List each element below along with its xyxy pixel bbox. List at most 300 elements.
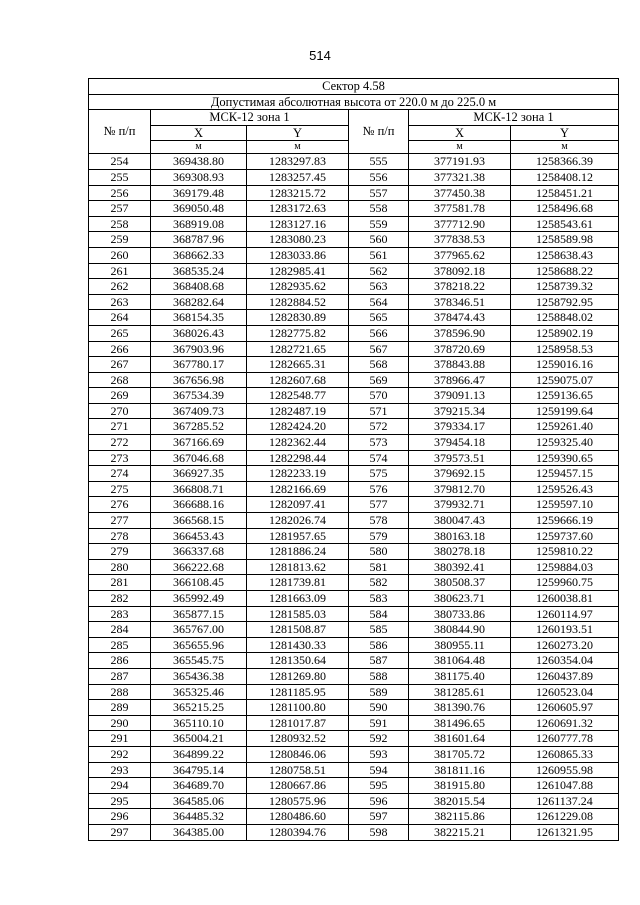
table-row	[89, 247, 619, 263]
point-number-right: 558	[349, 201, 409, 217]
y-value-left: 1282424.20	[247, 419, 349, 435]
y-value-right: 1258366.39	[511, 154, 619, 170]
point-number-right: 560	[349, 232, 409, 248]
x-value-right: 381915.80	[409, 778, 511, 794]
x-value-left: 366568.15	[151, 513, 247, 529]
y-value-left: 1282884.52	[247, 294, 349, 310]
x-value-left: 366108.45	[151, 575, 247, 591]
x-value-left: 365436.38	[151, 668, 247, 684]
point-number-left: 284	[89, 622, 151, 638]
y-value-left: 1280486.60	[247, 809, 349, 825]
point-number-left: 282	[89, 591, 151, 607]
point-number-left: 259	[89, 232, 151, 248]
point-number-right: 576	[349, 481, 409, 497]
point-number-left: 290	[89, 715, 151, 731]
table-row	[89, 606, 619, 622]
unit-y-right: м	[511, 141, 619, 154]
point-number-right: 557	[349, 185, 409, 201]
point-number-left: 293	[89, 762, 151, 778]
x-value-right: 380163.18	[409, 528, 511, 544]
point-number-left: 270	[89, 403, 151, 419]
y-value-left: 1282985.41	[247, 263, 349, 279]
y-value-right: 1260777.78	[511, 731, 619, 747]
x-value-left: 365545.75	[151, 653, 247, 669]
point-number-left: 271	[89, 419, 151, 435]
x-value-right: 378474.43	[409, 310, 511, 326]
x-value-right: 379573.51	[409, 450, 511, 466]
y-value-right: 1259261.40	[511, 419, 619, 435]
y-value-right: 1259325.40	[511, 435, 619, 451]
point-number-right: 581	[349, 559, 409, 575]
point-number-left: 268	[89, 372, 151, 388]
point-number-left: 277	[89, 513, 151, 529]
x-value-left: 364385.00	[151, 824, 247, 840]
x-value-left: 365004.21	[151, 731, 247, 747]
point-number-right: 556	[349, 169, 409, 185]
y-value-left: 1282166.69	[247, 481, 349, 497]
y-value-right: 1259810.22	[511, 544, 619, 560]
y-value-left: 1282298.44	[247, 450, 349, 466]
point-number-left: 260	[89, 247, 151, 263]
y-value-right: 1260114.97	[511, 606, 619, 622]
point-number-right: 566	[349, 325, 409, 341]
point-number-left: 266	[89, 341, 151, 357]
table-row	[89, 263, 619, 279]
point-number-left: 261	[89, 263, 151, 279]
y-value-left: 1283127.16	[247, 216, 349, 232]
y-value-left: 1283172.63	[247, 201, 349, 217]
y-value-right: 1259526.43	[511, 481, 619, 497]
y-value-right: 1260955.98	[511, 762, 619, 778]
y-value-left: 1282026.74	[247, 513, 349, 529]
y-value-right: 1258848.02	[511, 310, 619, 326]
x-value-left: 367409.73	[151, 403, 247, 419]
x-value-left: 368154.35	[151, 310, 247, 326]
point-number-right: 565	[349, 310, 409, 326]
point-number-left: 255	[89, 169, 151, 185]
y-value-right: 1258739.32	[511, 279, 619, 295]
x-value-left: 366337.68	[151, 544, 247, 560]
x-value-left: 364485.32	[151, 809, 247, 825]
point-number-left: 258	[89, 216, 151, 232]
y-value-left: 1280394.76	[247, 824, 349, 840]
table-row	[89, 201, 619, 217]
table-row	[89, 185, 619, 201]
point-number-right: 580	[349, 544, 409, 560]
point-number-left: 289	[89, 700, 151, 716]
y-value-left: 1281813.62	[247, 559, 349, 575]
table-row	[89, 715, 619, 731]
y-value-right: 1260273.20	[511, 637, 619, 653]
y-value-left: 1281886.24	[247, 544, 349, 560]
y-value-right: 1259666.19	[511, 513, 619, 529]
x-value-right: 381705.72	[409, 746, 511, 762]
y-value-right: 1260523.04	[511, 684, 619, 700]
y-value-left: 1282233.19	[247, 466, 349, 482]
x-value-right: 377712.90	[409, 216, 511, 232]
point-number-right: 572	[349, 419, 409, 435]
x-value-right: 380047.43	[409, 513, 511, 529]
x-value-left: 368408.68	[151, 279, 247, 295]
table-row	[89, 372, 619, 388]
y-header-right: Y	[511, 125, 619, 141]
x-value-left: 366688.16	[151, 497, 247, 513]
x-value-right: 381064.48	[409, 653, 511, 669]
table-row	[89, 357, 619, 373]
point-number-right: 594	[349, 762, 409, 778]
x-value-right: 377321.38	[409, 169, 511, 185]
point-number-right: 563	[349, 279, 409, 295]
table-row	[89, 216, 619, 232]
point-number-left: 267	[89, 357, 151, 373]
point-number-right: 577	[349, 497, 409, 513]
x-value-right: 377450.38	[409, 185, 511, 201]
y-value-right: 1261321.95	[511, 824, 619, 840]
unit-x-left: м	[151, 141, 247, 154]
point-number-left: 285	[89, 637, 151, 653]
y-value-left: 1283297.83	[247, 154, 349, 170]
x-value-right: 381601.64	[409, 731, 511, 747]
table-row	[89, 513, 619, 529]
y-value-left: 1282487.19	[247, 403, 349, 419]
y-value-right: 1259136.65	[511, 388, 619, 404]
x-value-left: 368787.96	[151, 232, 247, 248]
point-number-right: 593	[349, 746, 409, 762]
point-number-right: 595	[349, 778, 409, 794]
x-value-right: 381811.16	[409, 762, 511, 778]
point-number-left: 278	[89, 528, 151, 544]
x-value-left: 368026.43	[151, 325, 247, 341]
table-row	[89, 294, 619, 310]
x-value-right: 382115.86	[409, 809, 511, 825]
point-number-left: 297	[89, 824, 151, 840]
point-number-right: 583	[349, 591, 409, 607]
table-row	[89, 279, 619, 295]
x-value-left: 365110.10	[151, 715, 247, 731]
x-value-left: 365992.49	[151, 591, 247, 607]
y-value-left: 1280575.96	[247, 793, 349, 809]
y-value-left: 1281269.80	[247, 668, 349, 684]
point-number-right: 559	[349, 216, 409, 232]
y-value-left: 1282721.65	[247, 341, 349, 357]
x-value-right: 379334.17	[409, 419, 511, 435]
y-value-right: 1258902.19	[511, 325, 619, 341]
x-value-right: 378092.18	[409, 263, 511, 279]
coordinates-table	[88, 78, 619, 841]
point-number-left: 256	[89, 185, 151, 201]
table-row	[89, 481, 619, 497]
table-body	[89, 154, 619, 840]
x-value-right: 379692.15	[409, 466, 511, 482]
x-value-left: 368919.08	[151, 216, 247, 232]
y-value-left: 1281739.81	[247, 575, 349, 591]
point-number-left: 254	[89, 154, 151, 170]
y-value-right: 1259390.65	[511, 450, 619, 466]
table-row	[89, 653, 619, 669]
x-value-left: 367534.39	[151, 388, 247, 404]
y-value-left: 1281957.65	[247, 528, 349, 544]
x-value-right: 380623.71	[409, 591, 511, 607]
y-value-right: 1260605.97	[511, 700, 619, 716]
y-value-right: 1258589.98	[511, 232, 619, 248]
table-row	[89, 497, 619, 513]
y-value-left: 1280667.86	[247, 778, 349, 794]
x-value-right: 378218.22	[409, 279, 511, 295]
x-header-left: X	[151, 125, 247, 141]
x-value-right: 380733.86	[409, 606, 511, 622]
point-number-right: 575	[349, 466, 409, 482]
y-value-right: 1258451.21	[511, 185, 619, 201]
table-row	[89, 169, 619, 185]
point-number-left: 296	[89, 809, 151, 825]
point-number-left: 257	[89, 201, 151, 217]
y-value-right: 1260193.51	[511, 622, 619, 638]
x-value-left: 367903.96	[151, 341, 247, 357]
point-number-right: 589	[349, 684, 409, 700]
x-value-right: 381496.65	[409, 715, 511, 731]
table-row	[89, 154, 619, 170]
y-value-right: 1260865.33	[511, 746, 619, 762]
x-value-left: 364795.14	[151, 762, 247, 778]
y-header-left: Y	[247, 125, 349, 141]
point-number-right: 568	[349, 357, 409, 373]
y-value-right: 1260038.81	[511, 591, 619, 607]
point-number-right: 562	[349, 263, 409, 279]
point-number-right: 579	[349, 528, 409, 544]
table-row	[89, 419, 619, 435]
point-number-right: 592	[349, 731, 409, 747]
y-value-right: 1259199.64	[511, 403, 619, 419]
x-value-right: 379932.71	[409, 497, 511, 513]
point-number-left: 291	[89, 731, 151, 747]
table-row	[89, 466, 619, 482]
x-value-left: 364899.22	[151, 746, 247, 762]
y-value-right: 1258638.43	[511, 247, 619, 263]
y-value-left: 1280846.06	[247, 746, 349, 762]
x-value-right: 377965.62	[409, 247, 511, 263]
point-number-right: 574	[349, 450, 409, 466]
table-row	[89, 824, 619, 840]
x-value-left: 366222.68	[151, 559, 247, 575]
x-value-right: 380955.11	[409, 637, 511, 653]
y-value-right: 1258792.95	[511, 294, 619, 310]
y-value-right: 1258408.12	[511, 169, 619, 185]
x-value-left: 364585.06	[151, 793, 247, 809]
point-number-left: 280	[89, 559, 151, 575]
point-number-right: 569	[349, 372, 409, 388]
x-value-right: 380392.41	[409, 559, 511, 575]
point-number-right: 571	[349, 403, 409, 419]
table-row	[89, 746, 619, 762]
y-value-left: 1282935.62	[247, 279, 349, 295]
point-number-right: 564	[349, 294, 409, 310]
y-value-right: 1259075.07	[511, 372, 619, 388]
x-value-left: 369308.93	[151, 169, 247, 185]
table-row	[89, 668, 619, 684]
x-value-left: 365877.15	[151, 606, 247, 622]
point-number-left: 294	[89, 778, 151, 794]
table-row	[89, 325, 619, 341]
point-number-right: 597	[349, 809, 409, 825]
point-number-right: 588	[349, 668, 409, 684]
point-number-right: 578	[349, 513, 409, 529]
point-number-right: 584	[349, 606, 409, 622]
x-value-left: 367285.52	[151, 419, 247, 435]
height-range-title: Допустимая абсолютная высота от 220.0 м до 225.0 м	[89, 94, 619, 110]
table-row	[89, 575, 619, 591]
y-value-right: 1259960.75	[511, 575, 619, 591]
x-value-right: 382215.21	[409, 824, 511, 840]
table-row	[89, 637, 619, 653]
x-value-left: 366453.43	[151, 528, 247, 544]
point-number-right: 570	[349, 388, 409, 404]
x-value-right: 380844.90	[409, 622, 511, 638]
y-value-left: 1283033.86	[247, 247, 349, 263]
x-value-left: 364689.70	[151, 778, 247, 794]
point-number-left: 269	[89, 388, 151, 404]
table-row	[89, 435, 619, 451]
x-value-left: 367656.98	[151, 372, 247, 388]
x-value-right: 381285.61	[409, 684, 511, 700]
point-number-left: 263	[89, 294, 151, 310]
y-value-left: 1281508.87	[247, 622, 349, 638]
y-value-left: 1281185.95	[247, 684, 349, 700]
point-number-right: 555	[349, 154, 409, 170]
x-value-right: 381390.76	[409, 700, 511, 716]
y-value-left: 1280758.51	[247, 762, 349, 778]
x-value-right: 380278.18	[409, 544, 511, 560]
y-value-right: 1259457.15	[511, 466, 619, 482]
x-value-left: 366927.35	[151, 466, 247, 482]
table-row	[89, 310, 619, 326]
table-row	[89, 700, 619, 716]
y-value-left: 1283257.45	[247, 169, 349, 185]
number-header-left: № п/п	[89, 110, 151, 154]
x-value-right: 377838.53	[409, 232, 511, 248]
zone-header-right: МСК-12 зона 1	[409, 110, 619, 126]
x-value-right: 379215.34	[409, 403, 511, 419]
point-number-right: 585	[349, 622, 409, 638]
x-value-right: 382015.54	[409, 793, 511, 809]
point-number-left: 288	[89, 684, 151, 700]
table-row	[89, 793, 619, 809]
point-number-left: 295	[89, 793, 151, 809]
table-row	[89, 232, 619, 248]
x-value-left: 367780.17	[151, 357, 247, 373]
sector-title: Сектор 4.58	[89, 79, 619, 95]
x-value-right: 378720.69	[409, 341, 511, 357]
point-number-left: 283	[89, 606, 151, 622]
table-row	[89, 388, 619, 404]
table-row	[89, 778, 619, 794]
x-value-right: 377581.78	[409, 201, 511, 217]
y-value-left: 1281350.64	[247, 653, 349, 669]
unit-x-right: м	[409, 141, 511, 154]
point-number-right: 573	[349, 435, 409, 451]
table-row	[89, 809, 619, 825]
y-value-left: 1282362.44	[247, 435, 349, 451]
point-number-right: 567	[349, 341, 409, 357]
point-number-left: 275	[89, 481, 151, 497]
x-value-right: 379812.70	[409, 481, 511, 497]
point-number-right: 598	[349, 824, 409, 840]
y-value-left: 1282097.41	[247, 497, 349, 513]
y-value-right: 1261047.88	[511, 778, 619, 794]
table-row	[89, 559, 619, 575]
x-value-left: 368535.24	[151, 263, 247, 279]
x-value-left: 368282.64	[151, 294, 247, 310]
y-value-left: 1281430.33	[247, 637, 349, 653]
x-value-left: 366808.71	[151, 481, 247, 497]
point-number-right: 582	[349, 575, 409, 591]
y-value-right: 1258958.53	[511, 341, 619, 357]
point-number-right: 596	[349, 793, 409, 809]
point-number-left: 287	[89, 668, 151, 684]
table-row	[89, 341, 619, 357]
x-value-left: 369438.80	[151, 154, 247, 170]
point-number-left: 265	[89, 325, 151, 341]
y-value-right: 1258688.22	[511, 263, 619, 279]
page-number: 514	[309, 48, 331, 63]
y-value-right: 1259597.10	[511, 497, 619, 513]
point-number-left: 276	[89, 497, 151, 513]
x-value-right: 377191.93	[409, 154, 511, 170]
x-value-left: 365655.96	[151, 637, 247, 653]
number-header-right: № п/п	[349, 110, 409, 154]
y-value-left: 1281100.80	[247, 700, 349, 716]
table-row	[89, 622, 619, 638]
x-value-left: 365325.46	[151, 684, 247, 700]
table-row	[89, 684, 619, 700]
point-number-left: 272	[89, 435, 151, 451]
x-value-left: 369179.48	[151, 185, 247, 201]
x-value-right: 378966.47	[409, 372, 511, 388]
x-value-right: 380508.37	[409, 575, 511, 591]
y-value-left: 1280932.52	[247, 731, 349, 747]
y-value-left: 1281017.87	[247, 715, 349, 731]
point-number-left: 274	[89, 466, 151, 482]
table-row	[89, 591, 619, 607]
x-value-left: 369050.48	[151, 201, 247, 217]
x-value-right: 378843.88	[409, 357, 511, 373]
x-value-left: 368662.33	[151, 247, 247, 263]
y-value-left: 1283215.72	[247, 185, 349, 201]
y-value-right: 1258496.68	[511, 201, 619, 217]
x-value-left: 367166.69	[151, 435, 247, 451]
x-header-right: X	[409, 125, 511, 141]
table-row	[89, 731, 619, 747]
table-row	[89, 544, 619, 560]
y-value-left: 1281585.03	[247, 606, 349, 622]
point-number-right: 590	[349, 700, 409, 716]
zone-header-left: МСК-12 зона 1	[151, 110, 349, 126]
point-number-right: 587	[349, 653, 409, 669]
point-number-left: 292	[89, 746, 151, 762]
x-value-right: 378596.90	[409, 325, 511, 341]
point-number-right: 591	[349, 715, 409, 731]
point-number-left: 279	[89, 544, 151, 560]
x-value-left: 365767.00	[151, 622, 247, 638]
unit-y-left: м	[247, 141, 349, 154]
y-value-left: 1282548.77	[247, 388, 349, 404]
point-number-right: 586	[349, 637, 409, 653]
table-row	[89, 403, 619, 419]
y-value-right: 1261229.08	[511, 809, 619, 825]
x-value-left: 367046.68	[151, 450, 247, 466]
y-value-right: 1259016.16	[511, 357, 619, 373]
y-value-left: 1283080.23	[247, 232, 349, 248]
y-value-right: 1260354.04	[511, 653, 619, 669]
